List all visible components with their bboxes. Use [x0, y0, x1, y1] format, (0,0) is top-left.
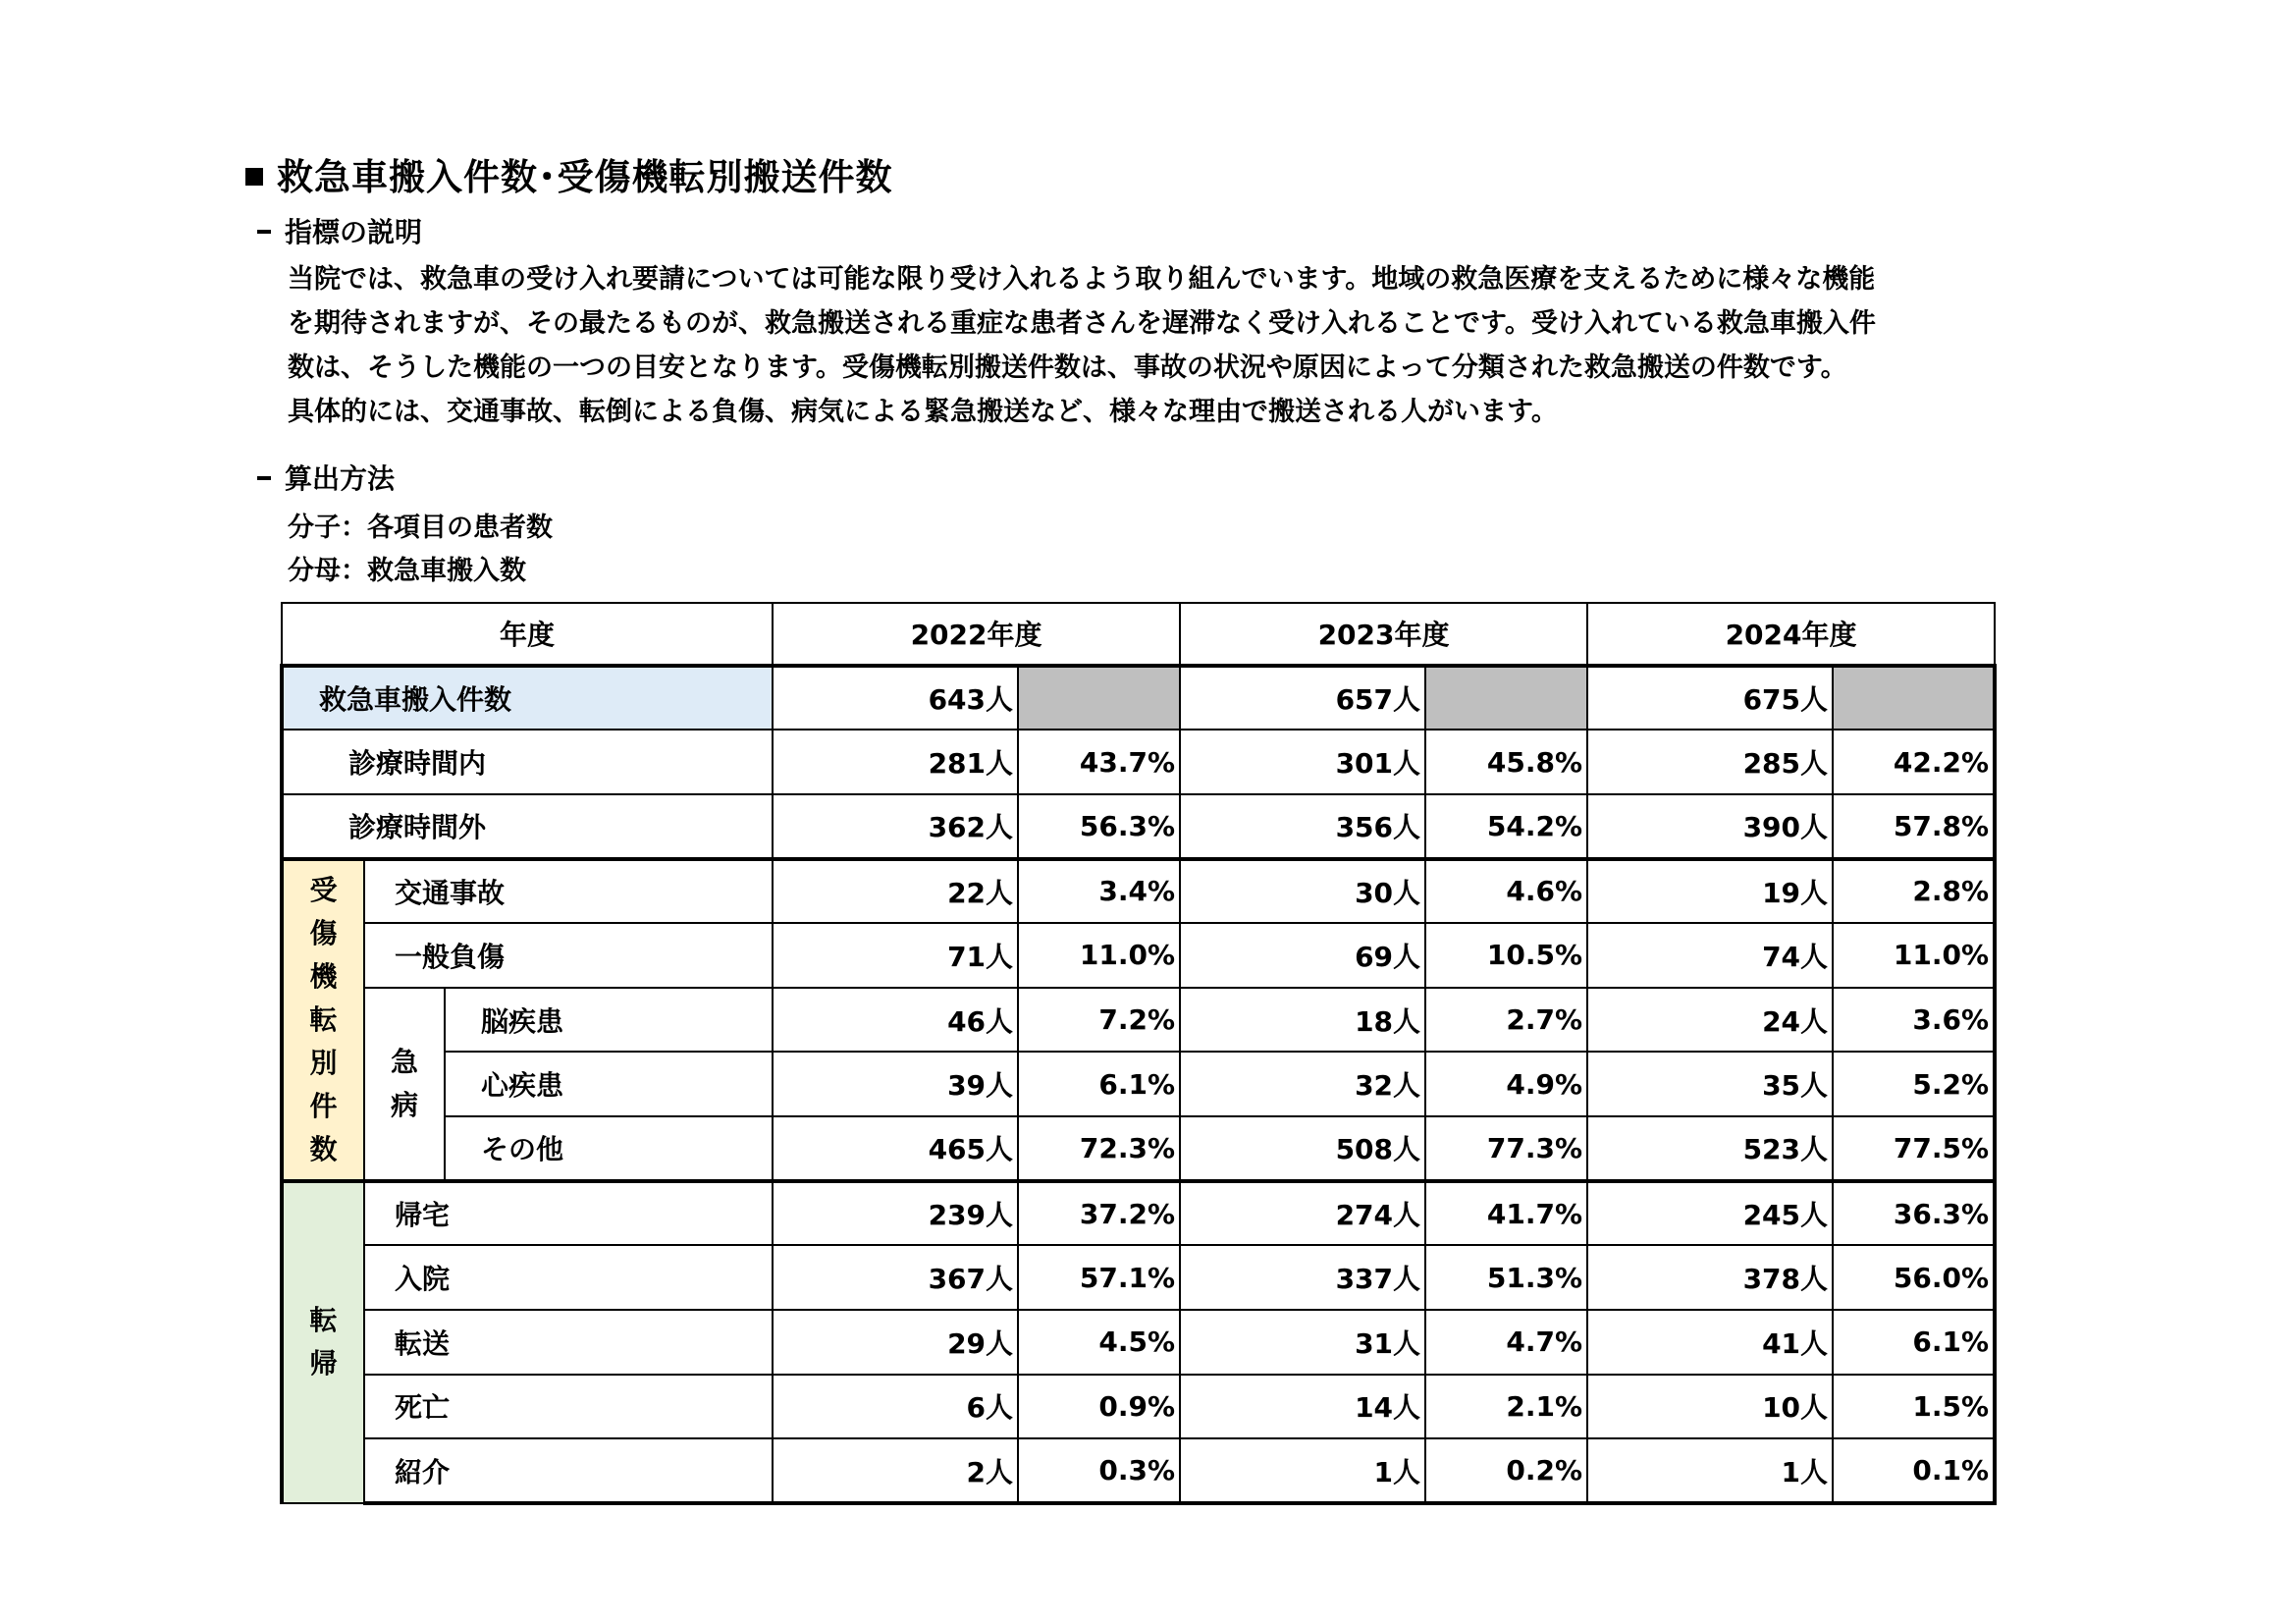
data-table-container [280, 602, 1993, 1505]
cell-percent: 51.3% [1425, 1245, 1587, 1310]
row-label: その他 [445, 1116, 773, 1181]
cell-count: 10人 [1587, 1375, 1833, 1439]
cell-count: 337人 [1180, 1245, 1425, 1310]
table-row [282, 1310, 1995, 1375]
cell-percent: 56.3% [1018, 794, 1180, 859]
cell-count: 675人 [1587, 666, 1833, 730]
numerator-text: 分子：各項目の患者数 [288, 513, 553, 543]
cell-count: 1人 [1180, 1438, 1425, 1503]
cell-percent: 43.7% [1018, 730, 1180, 794]
cell-percent: 0.9% [1018, 1375, 1180, 1439]
cell-percent: 7.2% [1018, 988, 1180, 1053]
cell-blank [1425, 666, 1587, 730]
row-label: 救急車搬入件数 [282, 666, 773, 730]
cell-count: 31人 [1180, 1310, 1425, 1375]
cell-percent: 1.5% [1833, 1375, 1995, 1439]
row-label: 診療時間内 [282, 730, 773, 794]
cell-count: 29人 [773, 1310, 1018, 1375]
cell-count: 46人 [773, 988, 1018, 1053]
cell-count: 367人 [773, 1245, 1018, 1310]
row-label: 一般負傷 [364, 923, 773, 988]
cell-percent: 0.3% [1018, 1438, 1180, 1503]
cell-count: 643人 [773, 666, 1018, 730]
cell-count: 1人 [1587, 1438, 1833, 1503]
table-row [282, 730, 1995, 794]
cell-count: 465人 [773, 1116, 1018, 1181]
cell-count: 245人 [1587, 1181, 1833, 1246]
vertical-char: 件 [309, 1089, 338, 1122]
cell-percent: 0.2% [1425, 1438, 1587, 1503]
table-header-row [282, 603, 1995, 666]
cell-count: 362人 [773, 794, 1018, 859]
cell-count: 71人 [773, 923, 1018, 988]
cell-percent: 2.8% [1833, 859, 1995, 924]
cell-percent: 6.1% [1833, 1310, 1995, 1375]
cell-percent: 77.5% [1833, 1116, 1995, 1181]
vertical-char: 数 [309, 1132, 338, 1165]
table-row [282, 988, 1995, 1053]
table-row [282, 923, 1995, 988]
cell-percent: 41.7% [1425, 1181, 1587, 1246]
denominator-text: 分母：救急車搬入数 [288, 556, 526, 586]
cell-count: 22人 [773, 859, 1018, 924]
cell-percent: 36.3% [1833, 1181, 1995, 1246]
cell-percent: 57.8% [1833, 794, 1995, 859]
table-row-total [282, 666, 1995, 730]
page-title [245, 147, 893, 200]
vertical-char: 転 [309, 1002, 338, 1036]
table-row [282, 1052, 1995, 1116]
cell-count: 19人 [1587, 859, 1833, 924]
cell-percent: 45.8% [1425, 730, 1587, 794]
row-label: 帰宅 [364, 1181, 773, 1246]
cell-percent: 77.3% [1425, 1116, 1587, 1181]
vertical-char: 帰 [309, 1347, 338, 1380]
table-row [282, 1245, 1995, 1310]
row-label: 入院 [364, 1245, 773, 1310]
page-title-text: 救急車搬入件数･受傷機転別搬送件数 [277, 156, 893, 198]
vertical-char: 病 [390, 1088, 418, 1121]
cell-percent: 2.1% [1425, 1375, 1587, 1439]
row-label: 死亡 [364, 1375, 773, 1439]
square-bullet-icon [245, 168, 263, 186]
cell-count: 41人 [1587, 1310, 1833, 1375]
header-year-label: 年度 [282, 603, 773, 666]
cell-count: 30人 [1180, 859, 1425, 924]
section-heading-description-text: 指標の説明 [285, 216, 423, 248]
table-row [282, 794, 1995, 859]
vertical-char: 転 [309, 1304, 338, 1337]
cell-percent: 4.5% [1018, 1310, 1180, 1375]
section-heading-calculation [257, 458, 395, 497]
description-line: 当院では、救急車の受け入れ要請については可能な限り受け入れるよう取り組んでいます。地域の救急医療を支えるために様々な機能 [288, 264, 1876, 295]
vertical-char: 傷 [309, 916, 338, 949]
cell-percent: 54.2% [1425, 794, 1587, 859]
cell-percent: 4.6% [1425, 859, 1587, 924]
cell-percent: 2.7% [1425, 988, 1587, 1053]
cell-percent: 4.7% [1425, 1310, 1587, 1375]
row-label: 交通事故 [364, 859, 773, 924]
cell-percent: 37.2% [1018, 1181, 1180, 1246]
cell-percent: 0.1% [1833, 1438, 1995, 1503]
outcome-group-label [282, 1181, 364, 1503]
description-text [288, 257, 2074, 434]
header-year-2022: 2022年度 [773, 603, 1180, 666]
acute-group-label [364, 988, 445, 1181]
cell-percent: 3.4% [1018, 859, 1180, 924]
cell-count: 39人 [773, 1052, 1018, 1116]
cell-count: 14人 [1180, 1375, 1425, 1439]
cell-count: 285人 [1587, 730, 1833, 794]
row-label: 脳疾患 [445, 988, 773, 1053]
cell-blank [1018, 666, 1180, 730]
cell-count: 74人 [1587, 923, 1833, 988]
table-row [282, 1375, 1995, 1439]
data-table [280, 602, 1997, 1505]
dash-bullet-icon [257, 230, 271, 234]
cell-count: 69人 [1180, 923, 1425, 988]
table-row [282, 1438, 1995, 1503]
row-label: 心疾患 [445, 1052, 773, 1116]
table-row [282, 1181, 1995, 1246]
cell-percent: 11.0% [1018, 923, 1180, 988]
cell-count: 6人 [773, 1375, 1018, 1439]
cell-count: 301人 [1180, 730, 1425, 794]
vertical-char: 受 [309, 873, 338, 906]
cell-percent: 4.9% [1425, 1052, 1587, 1116]
cell-percent: 72.3% [1018, 1116, 1180, 1181]
cell-percent: 11.0% [1833, 923, 1995, 988]
cell-count: 378人 [1587, 1245, 1833, 1310]
section-heading-description [257, 211, 422, 250]
dash-bullet-icon [257, 476, 271, 480]
header-year-2023: 2023年度 [1180, 603, 1587, 666]
table-row [282, 859, 1995, 924]
cell-count: 356人 [1180, 794, 1425, 859]
cell-count: 657人 [1180, 666, 1425, 730]
description-line: 数は、そうした機能の一つの目安となります。受傷機転別搬送件数は、事故の状況や原因によって分類された救急搬送の件数です。 [288, 352, 1847, 383]
row-label: 診療時間外 [282, 794, 773, 859]
cell-percent: 57.1% [1018, 1245, 1180, 1310]
cell-count: 239人 [773, 1181, 1018, 1246]
description-line: 具体的には、交通事故、転倒による負傷、病気による緊急搬送など、様々な理由で搬送される人がいます。 [288, 397, 1558, 427]
cell-count: 32人 [1180, 1052, 1425, 1116]
cell-count: 281人 [773, 730, 1018, 794]
cell-count: 35人 [1587, 1052, 1833, 1116]
injury-group-label [282, 859, 364, 1181]
cell-count: 24人 [1587, 988, 1833, 1053]
cell-count: 523人 [1587, 1116, 1833, 1181]
header-year-2024: 2024年度 [1587, 603, 1995, 666]
cell-percent: 42.2% [1833, 730, 1995, 794]
row-label: 転送 [364, 1310, 773, 1375]
cell-count: 508人 [1180, 1116, 1425, 1181]
cell-percent: 3.6% [1833, 988, 1995, 1053]
section-heading-calculation-text: 算出方法 [285, 462, 396, 495]
cell-percent: 5.2% [1833, 1052, 1995, 1116]
vertical-char: 急 [390, 1045, 418, 1078]
table-row [282, 1116, 1995, 1181]
cell-percent: 6.1% [1018, 1052, 1180, 1116]
cell-count: 2人 [773, 1438, 1018, 1503]
cell-percent: 56.0% [1833, 1245, 1995, 1310]
cell-count: 390人 [1587, 794, 1833, 859]
cell-count: 18人 [1180, 988, 1425, 1053]
description-line: を期待されますが、その最たるものが、救急搬送される重症な患者さんを遅滞なく受け入れることです。受け入れている救急車搬入件 [288, 308, 1876, 339]
cell-blank [1833, 666, 1995, 730]
vertical-char: 機 [309, 959, 338, 993]
cell-percent: 10.5% [1425, 923, 1587, 988]
vertical-char: 別 [309, 1046, 338, 1079]
row-label: 紹介 [364, 1438, 773, 1503]
cell-count: 274人 [1180, 1181, 1425, 1246]
